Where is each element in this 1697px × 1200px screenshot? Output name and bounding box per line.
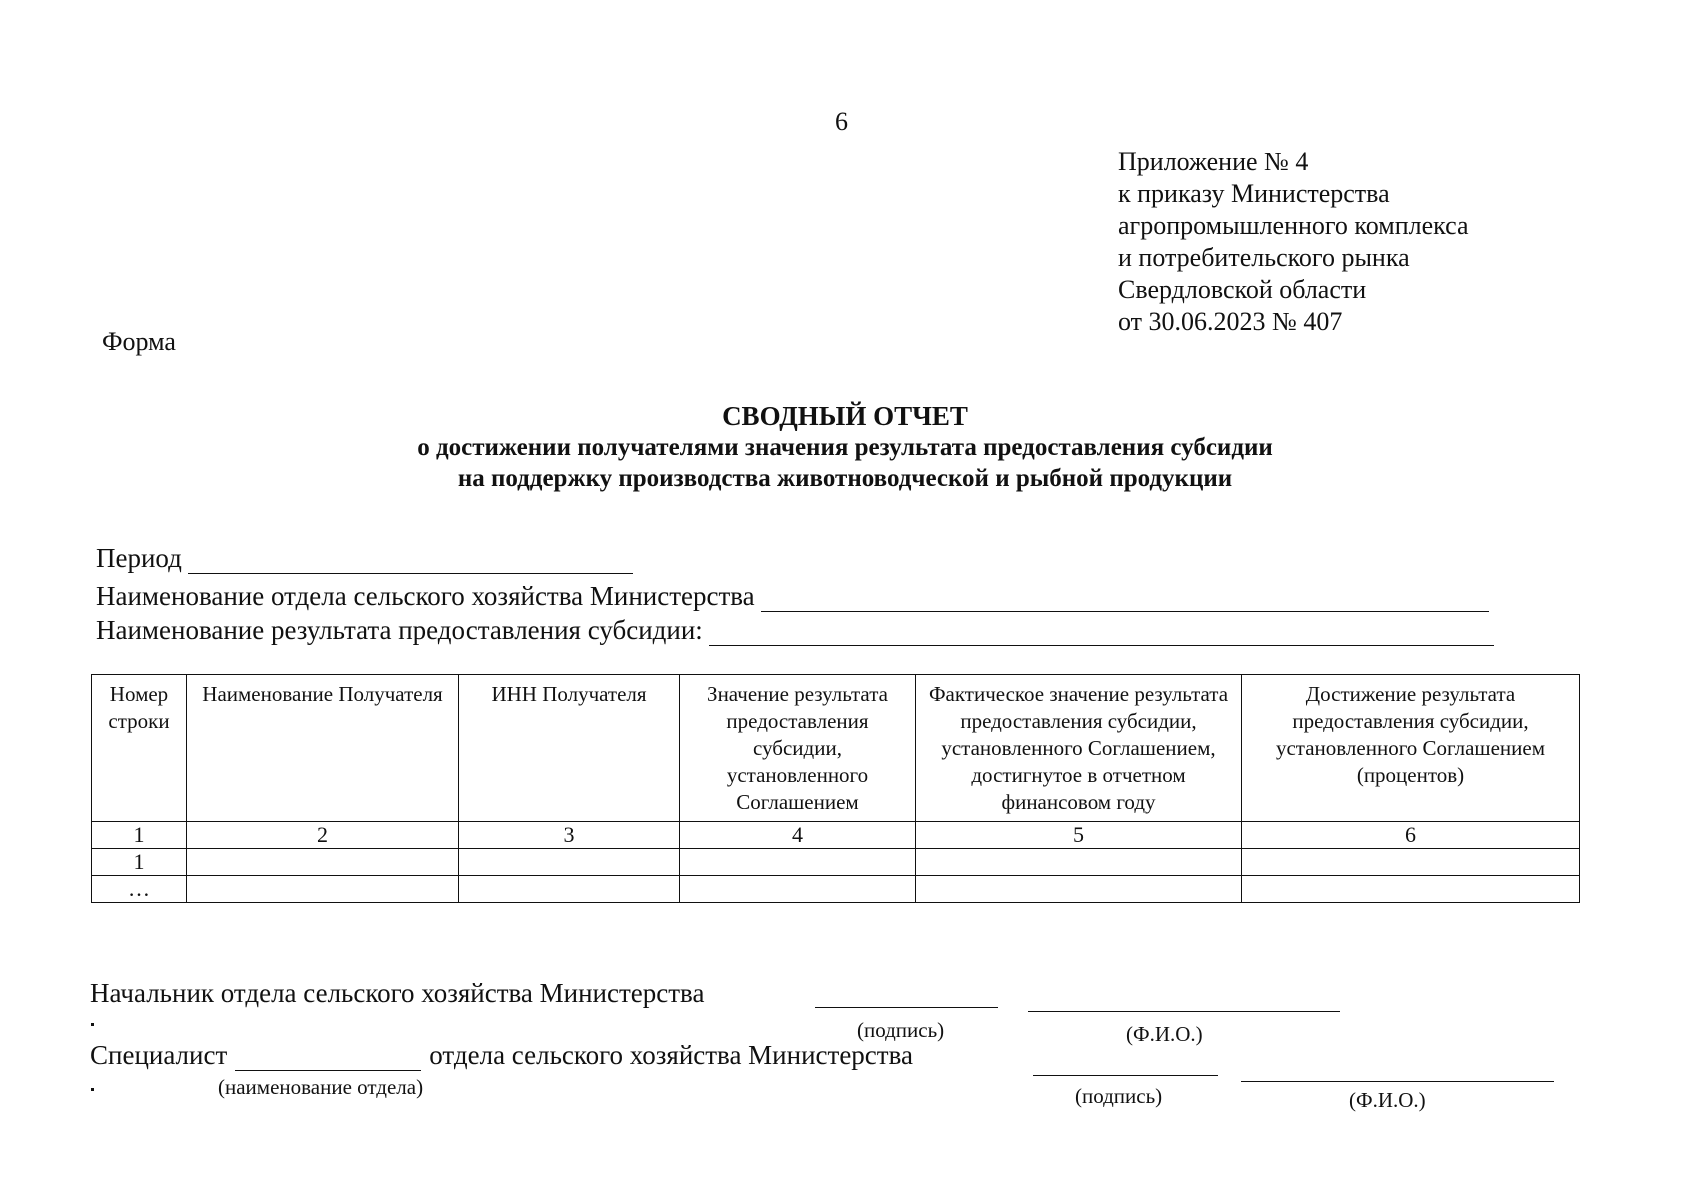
specialist-name-caption: (Ф.И.О.) — [1349, 1088, 1426, 1112]
title-main: СВОДНЫЙ ОТЧЕТ — [722, 401, 968, 431]
header-achievement-percent: Достижение результата предоставления субсидии, установленного Соглашением (процентов) — [1242, 675, 1580, 822]
title-subtitle-2: на поддержку производства животноводческой и рыбной продукции — [457, 465, 1233, 492]
table-row — [92, 876, 1580, 903]
column-number: 5 — [916, 822, 1242, 849]
column-number: 3 — [459, 822, 680, 849]
appendix-line: Приложение № 4 — [1118, 147, 1309, 176]
specialist-line — [90, 1040, 913, 1071]
head-signature-caption: (подпись) — [857, 1018, 945, 1042]
period-label: Период — [96, 543, 182, 573]
table-cell[interactable] — [1242, 876, 1580, 903]
header-recipient-name: Наименование Получателя — [187, 675, 459, 822]
table-cell[interactable] — [187, 849, 459, 876]
header-inn: ИНН Получателя — [459, 675, 680, 822]
form-label: Форма — [102, 327, 176, 356]
appendix-block — [1118, 146, 1469, 338]
column-number: 4 — [680, 822, 916, 849]
department-label: Наименование отдела сельского хозяйства Министерства — [96, 581, 755, 611]
column-number: 2 — [187, 822, 459, 849]
bullet-dot — [91, 1088, 94, 1091]
department-field — [96, 581, 1489, 612]
table-header-row — [92, 675, 1580, 822]
title-subtitle-1: о достижении получателями значения результата предоставления субсидии — [417, 434, 1273, 461]
column-number: 1 — [92, 822, 187, 849]
table-cell[interactable] — [680, 849, 916, 876]
result-name-input-line[interactable] — [709, 621, 1494, 646]
table-cell[interactable] — [459, 849, 680, 876]
head-name-line[interactable] — [1028, 1010, 1340, 1012]
header-planned-value: Значение результата предоставления субсидии, установленного Соглашением — [680, 675, 916, 822]
period-field — [96, 543, 633, 574]
header-row-number: Номер строки — [92, 675, 187, 822]
head-name-caption: (Ф.И.О.) — [1126, 1022, 1203, 1046]
result-name-field — [96, 615, 1494, 646]
specialist-label: Специалист — [90, 1040, 228, 1070]
specialist-suffix-label: отдела сельского хозяйства Министерства — [429, 1040, 913, 1070]
bullet-dot — [91, 1023, 94, 1026]
table-row — [92, 849, 1580, 876]
table-cell[interactable] — [916, 849, 1242, 876]
department-input-line[interactable] — [761, 587, 1489, 612]
column-number: 6 — [1242, 822, 1580, 849]
table-cell[interactable] — [1242, 849, 1580, 876]
appendix-line: от 30.06.2023 № 407 — [1118, 307, 1343, 336]
specialist-signature-line[interactable] — [1033, 1074, 1218, 1076]
appendix-line: агропромышленного комплекса — [1118, 211, 1469, 240]
table-cell: … — [92, 876, 187, 903]
header-actual-value: Фактическое значение результата предоставления субсидии, установленного Соглашением, достигнутое в отчетном финансовом году — [916, 675, 1242, 822]
table-cell[interactable] — [187, 876, 459, 903]
table-cell[interactable] — [916, 876, 1242, 903]
head-of-department-label: Начальник отдела сельского хозяйства Министерства — [90, 978, 705, 1008]
appendix-line: к приказу Министерства — [1118, 179, 1390, 208]
specialist-signature-caption: (подпись) — [1075, 1084, 1163, 1108]
period-input-line[interactable] — [188, 549, 633, 574]
report-table — [91, 674, 1580, 903]
appendix-line: Свердловской области — [1118, 275, 1367, 304]
specialist-name-line[interactable] — [1241, 1080, 1554, 1082]
specialist-department-input-line[interactable] — [235, 1046, 421, 1071]
table-cell[interactable] — [459, 876, 680, 903]
table-cell: 1 — [92, 849, 187, 876]
department-caption: (наименование отдела) — [218, 1075, 424, 1099]
result-name-label: Наименование результата предоставления субсидии: — [96, 615, 703, 645]
document-title — [300, 400, 1390, 494]
page-number: 6 — [835, 107, 848, 136]
appendix-line: и потребительского рынка — [1118, 243, 1410, 272]
head-signature-line[interactable] — [815, 1006, 998, 1008]
table-cell[interactable] — [680, 876, 916, 903]
column-number-row — [92, 822, 1580, 849]
